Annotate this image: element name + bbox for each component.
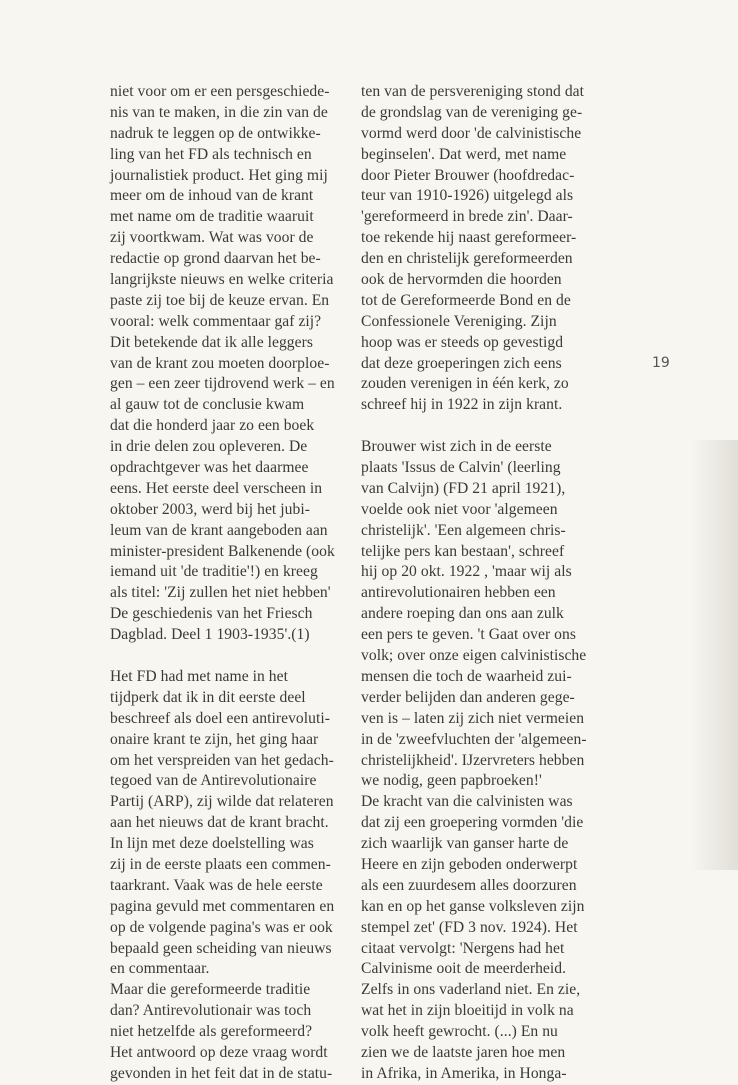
text-line: niet hetzelfde als gereformeerd? bbox=[110, 1023, 313, 1041]
text-line: volk; over onze eigen calvinistische bbox=[361, 647, 587, 665]
text-line: kan en op het ganse volksleven zijn bbox=[361, 897, 585, 915]
text-line: Dit betekende dat ik alle leggers bbox=[110, 333, 313, 351]
text-line: bepaald geen scheiding van nieuws bbox=[110, 939, 332, 957]
text-line: eens. Het eerste deel verscheen in bbox=[110, 479, 323, 497]
text-line: nis van te maken, in die zin van de bbox=[110, 103, 328, 121]
text-line: aan het nieuws dat de krant bracht. bbox=[110, 814, 329, 832]
text-line: meer om de inhoud van de krant bbox=[110, 187, 314, 205]
text-line: christelijk'. 'Een algemeen chris- bbox=[361, 521, 566, 539]
text-line: zij voortkwam. Wat was voor de bbox=[110, 229, 314, 247]
text-line: zien we de laatste jaren hoe men bbox=[361, 1043, 566, 1061]
text-line: dat zij een groepering vormden 'die bbox=[361, 814, 584, 832]
text-line: dan? Antirevolutionair was toch bbox=[110, 1002, 312, 1020]
text-line: in de 'zweefvluchten der 'algemeen- bbox=[361, 730, 587, 748]
text-line: de grondslag van de vereniging ge- bbox=[361, 103, 583, 121]
text-line: zij in de eerste plaats een commen- bbox=[110, 855, 331, 873]
text-line: christelijkheid'. IJzervreters hebben bbox=[361, 751, 585, 769]
text-line: we nodig, geen papbroeken!' bbox=[361, 772, 542, 790]
text-line: citaat vervolgt: 'Nergens had het bbox=[361, 939, 565, 957]
text-line: en commentaar. bbox=[110, 960, 210, 978]
text-line: van de krant zou moeten doorploe- bbox=[110, 354, 330, 372]
text-line: van Calvijn) (FD 21 april 1921), bbox=[361, 479, 566, 497]
text-line: Calvinisme ooit de meerderheid. bbox=[361, 960, 567, 978]
text-line: zouden verenigen in één kerk, zo bbox=[361, 375, 569, 393]
text-line: gen – een zeer tijdrovend werk – en bbox=[110, 375, 335, 393]
text-line: vormd werd door 'de calvinistische bbox=[361, 124, 582, 142]
text-line: ten van de persvereniging stond dat bbox=[361, 83, 585, 100]
text-line: teur van 1910-1926) uitgelegd als bbox=[361, 187, 574, 205]
text-line: opdrachtgever was het daarmee bbox=[110, 459, 309, 477]
text-line: niet voor om er een persgeschiede- bbox=[110, 83, 330, 100]
text-line: dat die honderd jaar zo een boek bbox=[110, 417, 315, 435]
text-line: ling van het FD als technisch en bbox=[110, 145, 312, 163]
text-line: toe rekende hij naast gereformeer- bbox=[361, 229, 577, 247]
text-line: al gauw tot de conclusie kwam bbox=[110, 396, 305, 414]
text-line: iemand uit 'de traditie'!) en kreeg bbox=[110, 563, 318, 581]
text-line: beginselen'. Dat werd, met name bbox=[361, 145, 567, 163]
show-through-shadow bbox=[690, 440, 738, 870]
text-line: gevonden in het feit dat in de statu- bbox=[110, 1064, 333, 1082]
text-line: antirevolutionairen hebben een bbox=[361, 584, 556, 602]
text-line: volk heeft gewrocht. (...) En nu bbox=[361, 1023, 558, 1041]
text-line: in Afrika, in Amerika, in Honga- bbox=[361, 1064, 567, 1082]
text-line: op de volgende pagina's was er ook bbox=[110, 918, 333, 936]
text-line: met name om de traditie waaruit bbox=[110, 208, 314, 226]
text-line: den en christelijk gereformeerden bbox=[361, 250, 573, 268]
text-line: Maar die gereformeerde traditie bbox=[110, 981, 311, 999]
paragraph-gap bbox=[110, 646, 345, 667]
text-line: pagina gevuld met commentaren en bbox=[110, 897, 335, 915]
text-line: andere roeping dan ons aan zulk bbox=[361, 605, 564, 623]
text-line: onaire krant te zijn, het ging haar bbox=[110, 730, 319, 748]
text-line: leum van de krant aangeboden aan bbox=[110, 521, 328, 539]
text-line: tijdperk dat ik in dit eerste deel bbox=[110, 688, 306, 706]
text-line: telijke pers kan bestaan', schreef bbox=[361, 542, 565, 560]
text-line: minister-president Balkenende (ook bbox=[110, 542, 335, 560]
text-line: Confessionele Vereniging. Zijn bbox=[361, 312, 557, 330]
paragraph-gap bbox=[361, 416, 601, 437]
text-line: om het verspreiden van het gedach- bbox=[110, 751, 334, 769]
left-text-column bbox=[110, 82, 345, 1085]
text-line: In lijn met deze doelstelling was bbox=[110, 835, 314, 853]
text-line: schreef hij in 1922 in zijn krant. bbox=[361, 396, 563, 414]
text-line: Brouwer wist zich in de eerste bbox=[361, 438, 552, 456]
text-line: Heere en zijn geboden onderwerpt bbox=[361, 855, 578, 873]
text-line: in drie delen zou opleveren. De bbox=[110, 438, 308, 456]
page-number: 19 bbox=[652, 355, 670, 371]
text-line: zich waarlijk van ganser harte de bbox=[361, 835, 569, 853]
text-line: Zelfs in ons vaderland niet. En zie, bbox=[361, 981, 581, 999]
text-line: beschreef als doel een antirevoluti- bbox=[110, 709, 331, 727]
text-line: plaats 'Issus de Calvin' (leerling bbox=[361, 459, 561, 477]
text-line: dat deze groeperingen zich eens bbox=[361, 354, 562, 372]
text-line: De kracht van die calvinisten was bbox=[361, 793, 573, 811]
text-line: langrijkste nieuws en welke criteria bbox=[110, 271, 334, 289]
text-line: paste zij toe bij de keuze ervan. En bbox=[110, 291, 330, 309]
text-line: Partij (ARP), zij wilde dat relateren bbox=[110, 793, 334, 811]
text-line: een pers te geven. 't Gaat over ons bbox=[361, 626, 576, 644]
text-line: door Pieter Brouwer (hoofdredac- bbox=[361, 166, 575, 184]
text-line: Dagblad. Deel 1 1903-1935'.(1) bbox=[110, 626, 310, 644]
text-line: oktober 2003, werd bij het jubi- bbox=[110, 500, 310, 518]
text-line: als een zuurdesem alles doorzuren bbox=[361, 876, 577, 894]
text-line: ven is – laten zij zich niet vermeien bbox=[361, 709, 585, 727]
text-line: als titel: 'Zij zullen het niet hebben' bbox=[110, 584, 331, 602]
text-line: voelde ook niet voor 'algemeen bbox=[361, 500, 558, 518]
text-line: taarkrant. Vaak was de hele eerste bbox=[110, 876, 323, 894]
text-line: Het FD had met name in het bbox=[110, 667, 288, 685]
text-line: wat het in zijn bloeitijd in volk na bbox=[361, 1002, 574, 1020]
text-line: stempel zet' (FD 3 nov. 1924). Het bbox=[361, 918, 578, 936]
text-line: journalistiek product. Het ging mij bbox=[110, 166, 328, 184]
text-line: tot de Gereformeerde Bond en de bbox=[361, 291, 571, 309]
text-line: 'gereformeerd in brede zin'. Daar- bbox=[361, 208, 573, 226]
text-line: hoop was er steeds op gevestigd bbox=[361, 333, 564, 351]
text-line: hij op 20 okt. 1922 , 'maar wij als bbox=[361, 563, 572, 581]
text-line: redactie op grond daarvan het be- bbox=[110, 250, 321, 268]
text-line: tegoed van de Antirevolutionaire bbox=[110, 772, 317, 790]
text-line: De geschiedenis van het Friesch bbox=[110, 605, 313, 623]
right-text-column bbox=[361, 82, 601, 1085]
text-line: Het antwoord op deze vraag wordt bbox=[110, 1043, 328, 1061]
text-line: nadruk te leggen op de ontwikke- bbox=[110, 124, 321, 142]
text-line: mensen die toch de waarheid zui- bbox=[361, 667, 572, 685]
text-line: verder belijden dan anderen gege- bbox=[361, 688, 575, 706]
text-line: ook de hervormden die hoorden bbox=[361, 271, 562, 289]
text-line: vooral: welk commentaar gaf zij? bbox=[110, 312, 322, 330]
